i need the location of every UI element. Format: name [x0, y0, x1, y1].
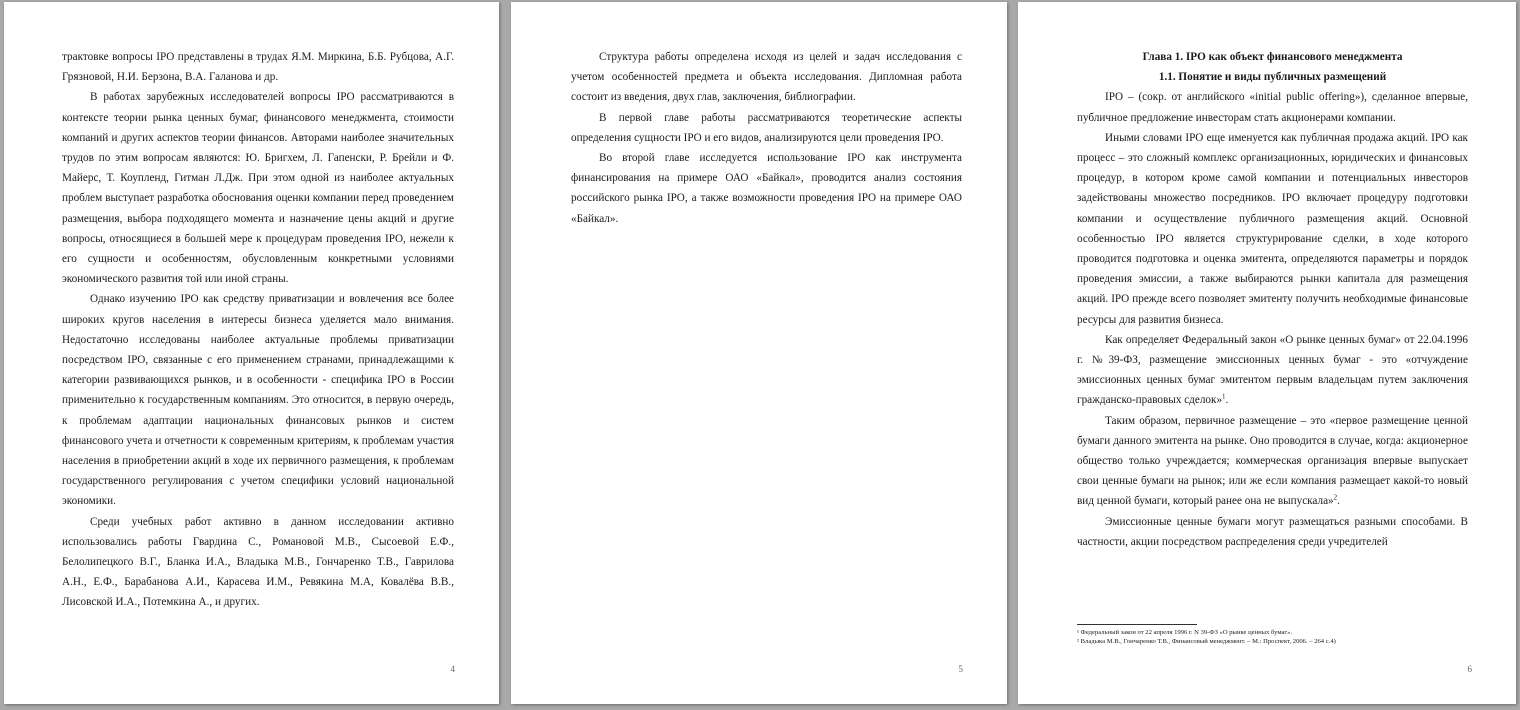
footnote: ² Владыка М.В., Гончаренко Т.В., Финансовый менеджмент. – М.: Проспект, 2006. – 264 с.4) — [1077, 638, 1336, 645]
paragraph-text: Таким образом, первичное размещение – это «первое размещение ценной бумаги данного эмитента на рынке. Оно проводится в случае, когда: акционерное общество только учреждается; коммерческая организация впервые выпускает свои ценные бумаги на рынок; или же если компания размещает какой-то новый вид ценной бумаги, который ранее она не выпускала» — [1077, 414, 1468, 508]
paragraph: трактовке вопросы IPO представлены в трудах Я.М. Миркина, Б.Б. Рубцова, А.Г. Грязновой, Н.И. Берзона, В.А. Галанова и др. — [62, 51, 454, 84]
document-page-5 — [511, 2, 1007, 704]
page-body — [1077, 47, 1468, 552]
footnote-mark: 2 — [1333, 493, 1338, 502]
paragraph: Однако изучению IPO как средству приватизации и вовлечения все более широких кругов населения в интересы бизнеса уделяется мало внимания. Недостаточно исследованы наиболее актуальные проблемы приватизации посредством IPO, связанные с его применением странами, принадлежащими к категории развивающихся рынков, и в особенности - специфика IPO в России применительно к государственным компаниям. Это относится, в первую очередь, к проблемам адаптации национальных финансовых рынков и систем финансового учета и отчетности к современным критериям, к проблемам участия населения в приобретении акций в ходе их первичного размещения, к проблемам государственного регулирования с учетом специфики условий национальной экономики. — [62, 293, 454, 508]
paragraph-text: Как определяет Федеральный закон «О рынке ценных бумаг» от 22.04.1996 г. №39-ФЗ, размещение эмиссионных ценных бумаг - это «отчуждение эмиссионных ценных бумаг эмитентом первым владельцам путем заключения гражданско-правовых сделок» — [1077, 333, 1468, 407]
footnote-divider — [1077, 624, 1197, 625]
paragraph: Таким образом, первичное размещение – это «первое размещение ценной бумаги данного эмитента на рынке. Оно проводится в случае, когда: акционерное общество только учреждается; коммерческая организация впервые выпускает свои ценные бумаги на рынок; или же если компания размещает какой-то новый вид ценной бумаги, который ранее она не выпускала»$^2$. — [1077, 414, 1468, 508]
paragraph: Среди учебных работ активно в данном исследовании активно использовались работы Гвардина С., Романовой М.В., Сысоевой Е.Ф., Белолипецкого В.Г., Бланка И.А., Владыка М.В., Гончаренко Т.В., Гаврилова А.Н., Е.Ф., Барабанова А.И., Карасева И.М., Ревякина М.А, Ковалёва В.В., Лисовской И.А., Потемкина А., и других. — [62, 515, 454, 609]
paragraph: Структура работы определена исходя из целей и задач исследования с учетом особенностей предмета и объекта исследования. Дипломная работа состоит из введения, двух глав, заключения, библиографии. — [571, 51, 962, 104]
chapter-title: Глава 1. IPO как объект финансового менеджмента — [1142, 51, 1403, 63]
footnote-mark: 1 — [1222, 392, 1226, 401]
paragraph: Эмиссионные ценные бумаги могут размещаться разными способами. В частности, акции посредством распределения среди учредителей — [1077, 515, 1468, 548]
section-title: 1.1. Понятие и виды публичных размещений — [1158, 71, 1387, 84]
footnotes — [1077, 628, 1477, 646]
paragraph: В первой главе работы рассматриваются теоретические аспекты определения сущности IPO и его видов, анализируются цели проведения IPO. — [571, 111, 962, 144]
page-body — [62, 47, 454, 613]
paragraph: Как определяет Федеральный закон «О рынке ценных бумаг» от 22.04.1996 г. №39-ФЗ, размещение эмиссионных ценных бумаг - это «отчуждение эмиссионных ценных бумаг эмитентом первым владельцам путем заключения гражданско-правовых сделок»$^1$. — [1077, 333, 1468, 407]
page-number: 4 — [450, 664, 455, 674]
document-page-6 — [1018, 2, 1516, 704]
footnote: ¹ Федеральный закон от 22 апреля 1996 г. N 39-ФЗ «О рынке ценных бумаг». — [1077, 629, 1293, 636]
paragraph: Во второй главе исследуется использование IPO как инструмента финансирования на примере ОАО «Байкал», проводится анализ состояния российского рынка IPO, а также возможности проведения IPO на примере ОАО «Байкал». — [571, 152, 962, 225]
paragraph: В работах зарубежных исследователей вопросы IPO рассматриваются в контексте теории рынка ценных бумаг, финансового менеджмента, стоимости компаний и других аспектов теории финансов. Авторами наиболее значительных трудов по этим вопросам являются: Ю. Бригхем, Л. Гапенски, Р. Брейли и Ф. Майерс, Т. Коупленд, Гитман Л.Дж. При этом одной из наиболее актуальных проблем выступает разработка обоснования оценки компании перед проведением размещения, выбора подходящего момента и назначение цены акций и другие вопросы, относящиеся в большей мере к процедурам проведения IPO, нежели к его сущности и особенностям, обусловленным конкретными условиями экономического развития той или иной страны. — [62, 91, 454, 286]
document-page-4 — [4, 2, 499, 704]
paragraph: IPO – (сокр. от английского «initial public offering»), сделанное впервые, публичное предложение инвесторам стать акционерами компании. — [1077, 91, 1468, 124]
page-body — [571, 47, 962, 229]
page-number: 6 — [1467, 664, 1472, 674]
paragraph: Иными словами IPO еще именуется как публичная продажа акций. IPO как процесс – это сложный комплекс организационных, юридических и финансовых процедур, в котором кроме самой компании и потенциальных инвесторов задействованы множество посредников. IPO включает процедуру подготовки компании и осуществление публичного размещения акций. Основной особенностью IPO является структурирование сделки, в ходе которого проводится подготовка и оценка эмитента, определяются параметры и порядок проведения эмиссии, а также выбираются рынки капитала для размещения акций. IPO прежде всего позволяет эмитенту получить необходимые финансовые ресурсы для развития бизнеса. — [1077, 131, 1468, 326]
page-number: 5 — [958, 664, 963, 674]
